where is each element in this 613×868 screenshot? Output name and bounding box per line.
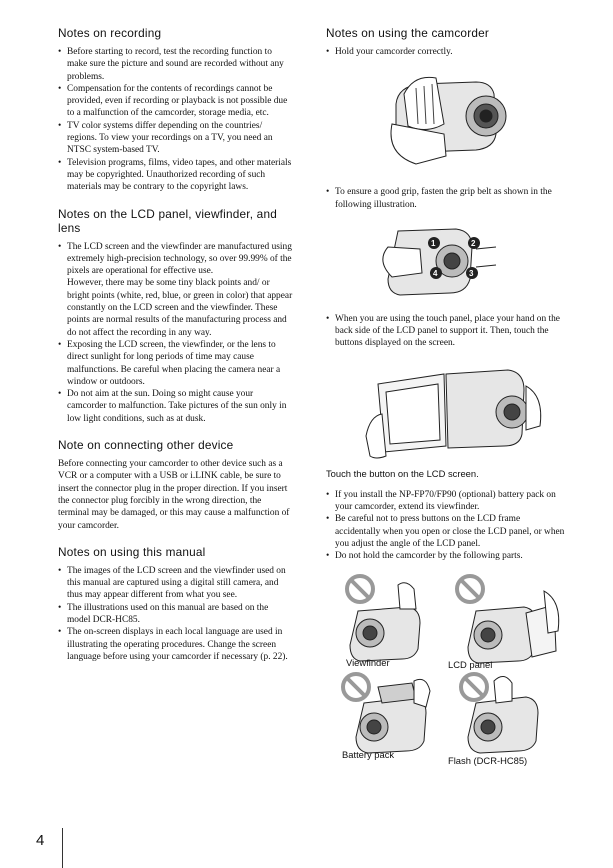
list-item: • Hold your camcorder correctly. xyxy=(326,46,566,58)
touch-caption: Touch the button on the LCD screen. xyxy=(326,467,479,479)
grip-number: 1 xyxy=(431,238,436,248)
list-item: • The illustrations used on this manual are based on the model DCR-HC85. xyxy=(58,602,294,627)
hold-camcorder-illustration xyxy=(326,64,566,176)
list-item-continuation: However, there may be some tiny black points and/ or bright points (white, red, blue, or green in color) that appear constantly on the LCD screen and the viewfinder. These points are normal results of the manufacturing process and do not affect the recording in any way. xyxy=(67,278,293,338)
section-title: Note on connecting other device xyxy=(58,438,234,453)
page-divider xyxy=(62,828,63,868)
bullet-list xyxy=(326,46,566,58)
list-item: • Before starting to record, test the recording function to make sure the picture and sound are recorded without any problems. xyxy=(58,46,294,83)
list-item: • Exposing the LCD screen, the viewfinder, or the lens to direct sunlight for long periods of time may cause malfunctions. Be careful when placing the camera near a window or outdoors. xyxy=(58,339,294,388)
list-item-text: The LCD screen and the viewfinder are manufactured using extremely high-precision technology, so over 99.99% of the pixels are operational for effective use. xyxy=(67,241,292,277)
bullet-list xyxy=(58,46,294,194)
do-not-hold-illustrations xyxy=(326,571,566,771)
page-number: 4 xyxy=(36,832,45,849)
bullet-list xyxy=(326,489,566,563)
list-item: • Compensation for the contents of recordings cannot be provided, even if recording or playback is not possible due to a malfunction of the camcorder, storage media, etc. xyxy=(58,83,294,120)
list-item: • Be careful not to press buttons on the LCD frame accidentally when you open or close the LCD panel, or when you adjust the angle of the LCD panel. xyxy=(326,513,566,550)
paragraph: Before connecting your camcorder to other device such as a VCR or a computer with a USB or i.LINK cable, be sure to insert the connector plug in the proper direction. If you insert the connector plug forcibly in the wrong direction, the terminal may be damaged, or this may cause a malfunction of your camcorder. xyxy=(58,459,290,531)
right-column xyxy=(326,26,566,781)
list-item: • Do not hold the camcorder by the following parts. xyxy=(326,550,566,562)
flash-label: Flash (DCR-HC85) xyxy=(448,754,528,766)
grip-number: 2 xyxy=(471,238,476,248)
bullet-list xyxy=(58,241,294,425)
list-item xyxy=(58,241,294,339)
bullet-list xyxy=(326,186,566,211)
battery-pack-label: Battery pack xyxy=(342,748,395,760)
lcd-panel-label: LCD panel xyxy=(448,658,493,670)
grip-number: 4 xyxy=(433,268,438,278)
touch-panel-illustration xyxy=(326,356,566,466)
list-item: • When you are using the touch panel, place your hand on the back side of the LCD panel to support it. Then, touch the buttons displayed on the screen. xyxy=(326,313,566,350)
grip-number: 3 xyxy=(469,268,474,278)
list-item: • The images of the LCD screen and the viewfinder used on this manual are captured using a digital still camera, and thus may appear different from what you see. xyxy=(58,565,294,602)
section-recording xyxy=(58,26,294,194)
left-column xyxy=(58,26,294,676)
list-item: • The on-screen displays in each local language are used in illustrating the operating procedures. Change the screen language before using your camcorder if necessary (p. 22). xyxy=(58,626,294,663)
list-item: • If you install the NP-FP70/FP90 (optional) battery pack on your camcorder, extend its viewfinder. xyxy=(326,489,566,514)
grip-belt-illustration xyxy=(326,217,566,303)
list-item: • Television programs, films, video tapes, and other materials may be copyrighted. Unauthorized recording of such materials may be contrary to the copyright laws. xyxy=(58,157,294,194)
section-title: Notes on recording xyxy=(58,26,162,40)
bullet-list xyxy=(326,313,566,350)
section-lcd xyxy=(58,207,294,425)
list-item: • To ensure a good grip, fasten the grip belt as shown in the following illustration. xyxy=(326,186,566,211)
section-manual xyxy=(58,545,294,663)
list-item: • TV color systems differ depending on the countries/ regions. To view your recordings on a TV, you need an NTSC system-based TV. xyxy=(58,120,294,157)
list-item: • Do not aim at the sun. Doing so might cause your camcorder to malfunction. Take pictures of the sun only in low light conditions, such as at dusk. xyxy=(58,388,294,425)
viewfinder-label: Viewfinder xyxy=(346,656,390,668)
section-connecting xyxy=(58,438,294,532)
bullet-list xyxy=(58,565,294,663)
section-title: Notes on using the camcorder xyxy=(326,26,489,40)
section-title: Notes on the LCD panel, viewfinder, and lens xyxy=(58,206,277,235)
section-title: Notes on using this manual xyxy=(58,544,206,559)
